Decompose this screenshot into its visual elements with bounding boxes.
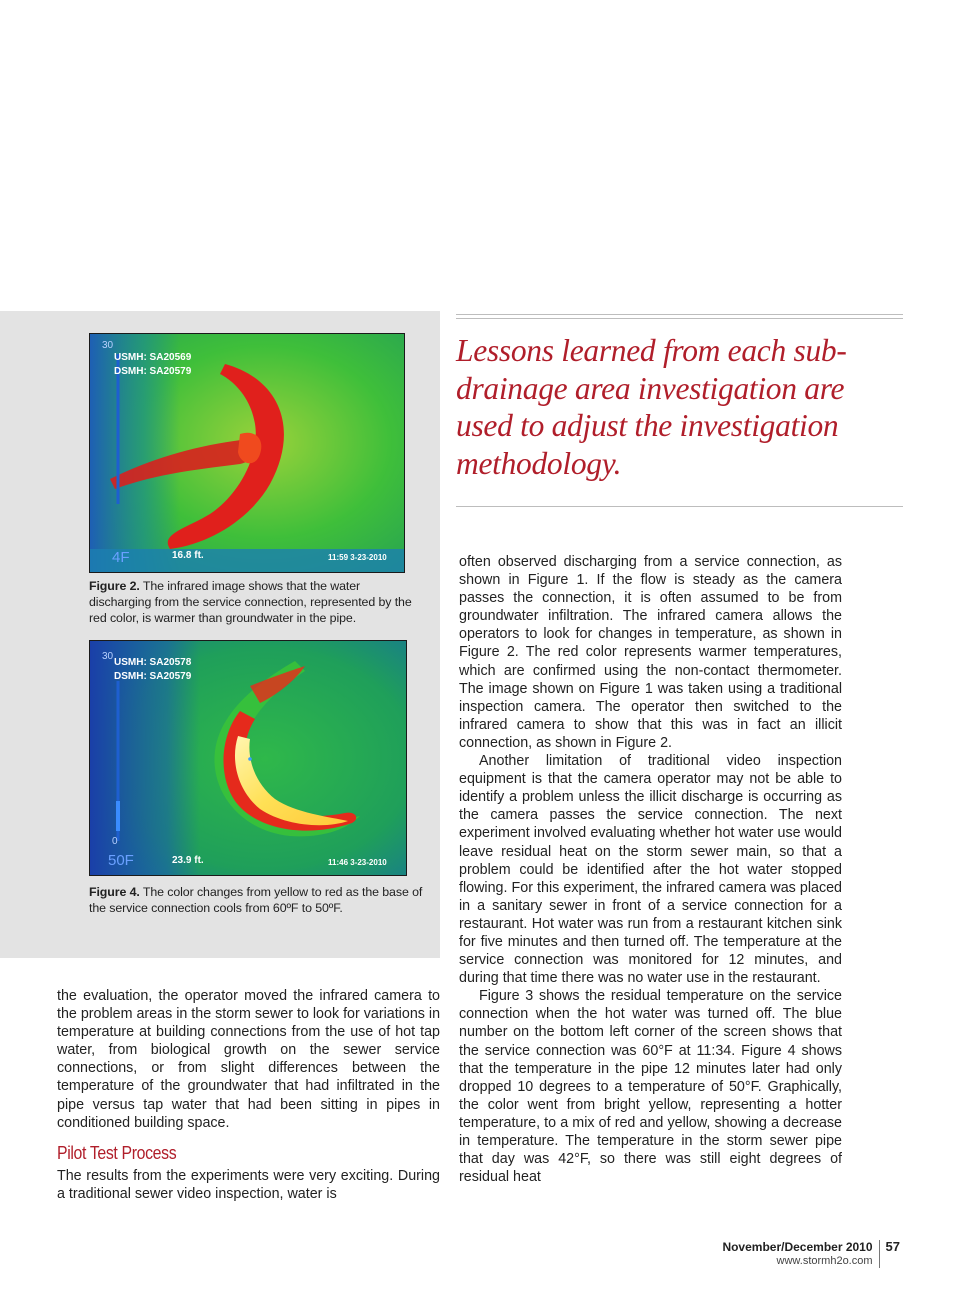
right-paragraph-3: Figure 3 shows the residual temperature on the service connection when the hot water was turned off. The blue number on the bottom left corner of the screen shows that the service connection was 60°F at 11:34. Figure 4 shows that the temperature in the pipe 12 minutes later had only dropped 10 degrees to a temperature of 50°F. Graphically, the color went from bright yellow, representing a hotter temperature, to a mix of red and yellow, showing a decrease in temperature. The temperature in the storm sewer pipe that day was 42°F, so there was still eight degrees of residual heat: [459, 988, 842, 1186]
figure-4-infrared-image: [89, 640, 407, 876]
left-column: [57, 987, 440, 1203]
figure-4-dsmh: DSMH: SA20579: [114, 671, 192, 682]
right-paragraph-1: often observed discharging from a service connection, as shown in Figure 1. If the flow is steady as the camera passes the connection, it is often assumed to be from groundwater infiltration. The infrared camera allows the operators to look for changes in temperature, as shown in Figure 2. The red color represents warmer temperatures, which are confirmed using the non-contact thermometer. The image shown on Figure 1 was taken using a traditional inspection camera. The operator then switched to the infrared camera to show that this was in fact an illicit connection, as shown in Figure 2.: [459, 554, 842, 751]
figure-4-scale-top: 30: [102, 651, 114, 662]
page-footer: [722, 1240, 900, 1268]
figure-2-caption-text: The infrared image shows that the water discharging from the service connection, represented by the red color, is warmer than groundwater in the pipe.: [89, 579, 412, 625]
figure-2-caption-label: Figure 2.: [89, 579, 140, 593]
pullquote: Lessons learned from each sub-drainage area investigation are used to adjust the investigation methodology.: [456, 333, 847, 481]
figure-2-dsmh: DSMH: SA20579: [114, 366, 192, 377]
figure-2-timestamp: 11:59 3-23-2010: [328, 553, 387, 562]
figure-2-scale-top: 30: [102, 340, 114, 351]
figure-4-temp: 50F: [108, 852, 134, 869]
figure-2-infrared-image: [89, 333, 405, 573]
footer-info: [722, 1240, 878, 1268]
figure-4-scale-bottom: 0: [112, 836, 118, 847]
figure-2-caption: [89, 578, 419, 626]
figure-4-timestamp: 11:46 3-23-2010: [328, 858, 387, 867]
section-heading: Pilot Test Process: [57, 1142, 177, 1163]
page-number: 57: [885, 1239, 900, 1254]
website-link[interactable]: www.stormh2o.com: [776, 1255, 873, 1267]
figure-4-caption-text: The color changes from yellow to red as the base of the service connection cools from 60ºF to 50ºF.: [89, 885, 423, 915]
issue-date: November/December 2010: [722, 1240, 873, 1254]
right-paragraph-2: Another limitation of traditional video inspection equipment is that the camera operator may not be able to identify a problem unless the illicit discharge is occurring as the camera passes the service connection. The next experiment involved evaluating whether hot water use would leave residual heat on the storm sewer main, so that a problem could be identified after the hot water stopped flowing. For this experiment, the infrared camera was placed in a sanitary sewer in front of a service connection for a restaurant. Hot water was run from a restaurant kitchen sink for five minutes and then turned off. The temperature at the service connection was monitored for 12 minutes, and during that time there was no water use in the restaurant.: [459, 753, 842, 987]
left-paragraph-2: The results from the experiments were very exciting. During a traditional sewer video inspection, water is: [57, 1167, 440, 1202]
left-paragraph-1: the evaluation, the operator moved the infrared camera to the problem areas in the storm sewer to look for variations in temperature at building connections from the use of hot tap water, from biological growth on the sewer service connections, or from slight differences between the temperature of the groundwater that had infiltrated in the pipe versus tap water that had been sitting in pipes in conditioned building space.: [57, 988, 441, 1131]
figure-4-usmh: USMH: SA20578: [114, 657, 192, 668]
pullquote-bottom-rule: [456, 506, 903, 507]
figure-4-caption-label: Figure 4.: [89, 885, 140, 899]
figure-4-caption: [89, 884, 429, 916]
figure-4-distance: 23.9 ft.: [172, 855, 204, 866]
footer-divider: [879, 1240, 880, 1268]
figure-2-usmh: USMH: SA20569: [114, 352, 192, 363]
figure-2-temp: 4F: [112, 549, 130, 566]
right-column: [459, 553, 842, 1186]
pullquote-top-rule-2: [456, 318, 903, 319]
pullquote-top-rule: [456, 314, 903, 315]
figure-2-distance: 16.8 ft.: [172, 550, 204, 561]
